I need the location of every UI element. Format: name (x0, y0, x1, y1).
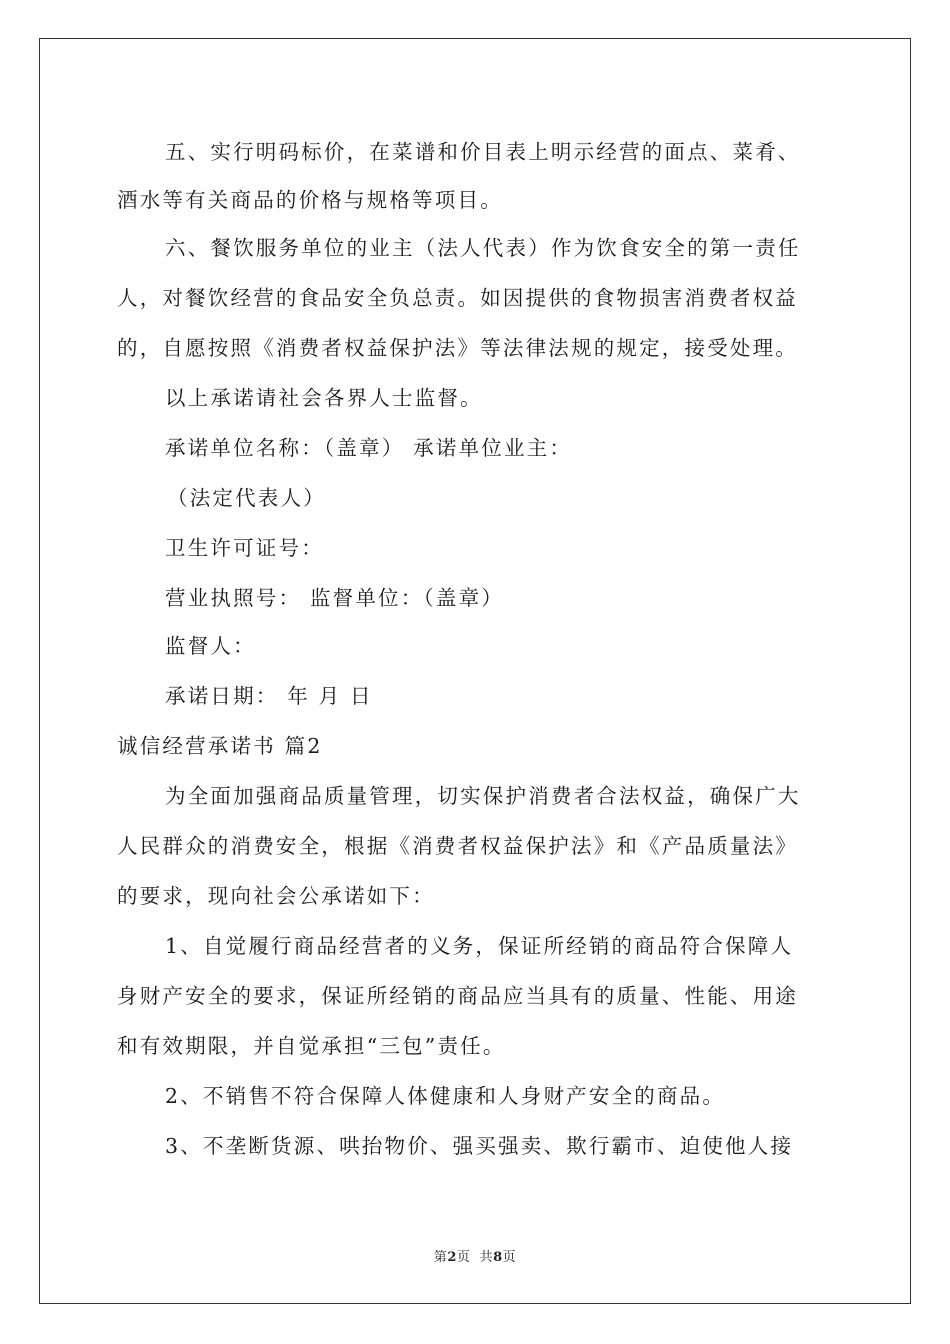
paragraph-line: 身财产安全的要求，保证所经销的商品应当具有的质量、性能、用途 (117, 984, 798, 1008)
paragraph-line: 为全面加强商品质量管理，切实保护消费者合法权益，确保广大 (165, 784, 801, 808)
paragraph-line: 2、不销售不符合保障人体健康和人身财产安全的商品。 (165, 1084, 726, 1108)
paragraph-line: 酒水等有关商品的价格与规格等项目。 (117, 188, 503, 212)
footer-middle: 页 共 (456, 1250, 494, 1265)
paragraph-line: 的，自愿按照《消费者权益保护法》等法律法规的规定，接受处理。 (117, 336, 798, 360)
paragraph-line: 承诺单位名称：（盖章） 承诺单位业主： (165, 436, 573, 460)
section-heading: 诚信经营承诺书 篇2 (117, 734, 323, 758)
paragraph-line: 卫生许可证号： (165, 536, 324, 560)
paragraph-line: 的要求，现向社会公承诺如下： (117, 884, 435, 908)
footer-prefix: 第 (433, 1250, 448, 1265)
paragraph-line: 和有效期限，并自觉承担“三包”责任。 (117, 1034, 506, 1058)
paragraph-line: （法定代表人） (167, 486, 326, 510)
paragraph-line: 营业执照号： 监督单位：（盖章） (165, 586, 504, 610)
paragraph-line: 六、餐饮服务单位的业主（法人代表）作为饮食安全的第一责任 (165, 236, 801, 260)
paragraph-line: 人民群众的消费安全，根据《消费者权益保护法》和《产品质量法》 (117, 834, 798, 858)
paragraph-line: 人，对餐饮经营的食品安全负总责。如因提供的食物损害消费者权益 (117, 286, 798, 310)
page-footer (0, 1246, 950, 1265)
total-page-number: 8 (493, 1250, 503, 1265)
paragraph-line: 1、自觉履行商品经营者的义务，保证所经销的商品符合保障人 (165, 934, 794, 958)
footer-suffix: 页 (502, 1250, 517, 1265)
paragraph-line: 承诺日期： 年 月 日 (165, 684, 373, 708)
page-border (39, 38, 911, 1304)
paragraph-line: 监督人： (165, 634, 256, 658)
paragraph-line: 以上承诺请社会各界人士监督。 (165, 386, 483, 410)
paragraph-line: 3、不垄断货源、哄抬物价、强买强卖、欺行霸市、迫使他人接 (165, 1134, 794, 1158)
current-page-number: 2 (447, 1250, 457, 1265)
paragraph-line: 五、实行明码标价，在菜谱和价目表上明示经营的面点、菜肴、 (165, 140, 801, 164)
